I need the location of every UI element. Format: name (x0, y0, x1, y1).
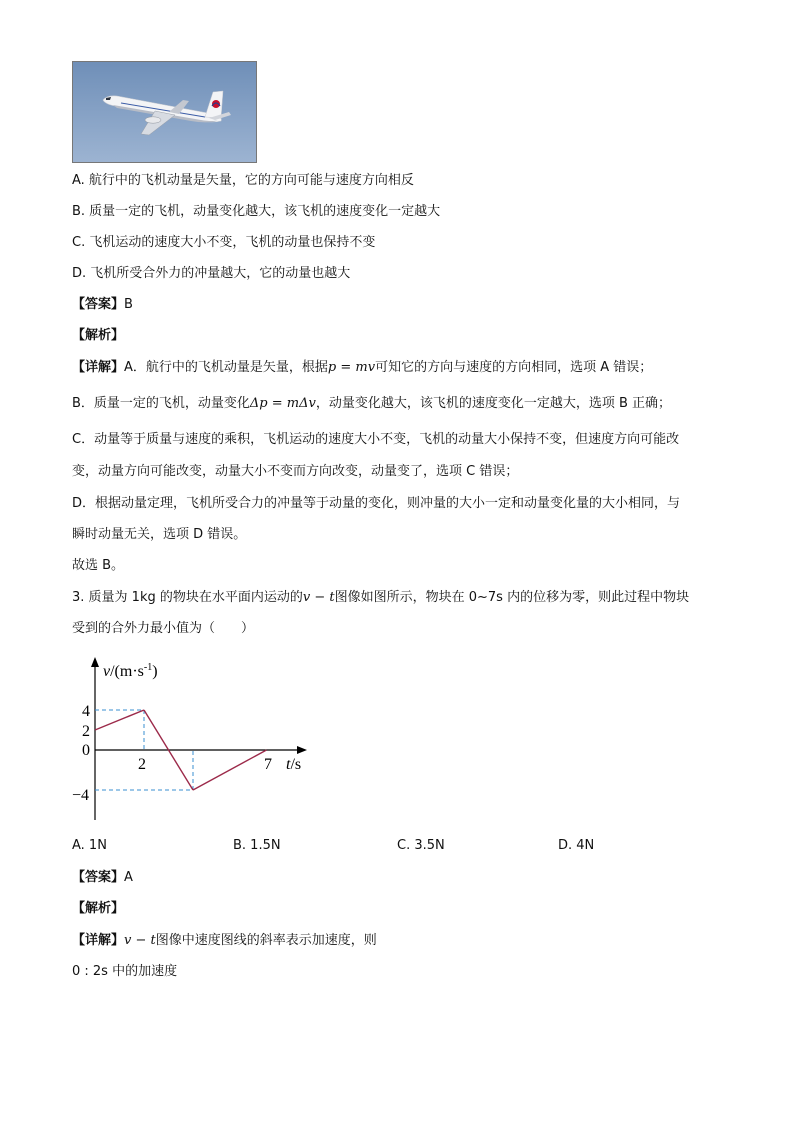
y-axis-arrow (91, 657, 99, 667)
q3-answer-tag: 【答案】 (72, 870, 125, 885)
y-tick-neg4: −4 (72, 787, 90, 804)
q3-stem1-pre: 3. 质量为 1kg 的物块在水平面内运动的 (72, 590, 303, 605)
q2-option-a: A. 航行中的飞机动量是矢量，它的方向可能与速度方向相反 (72, 173, 414, 188)
q2-detail-c1: C．动量等于质量与速度的乘积，飞机运动的速度大小不变，飞机的动量大小保持不变，但速度方向可能改 (72, 432, 680, 447)
q3-stem-line2: 受到的合外力最小值为（ ） (72, 621, 255, 636)
q3-stem1-post: 图像如图所示，物块在 0~7s 内的位移为零，则此过程中物块 (334, 590, 690, 605)
y-tick-0: 0 (82, 742, 90, 759)
q2-detail-d2: 瞬时动量无关，选项 D 错误。 (72, 527, 247, 542)
q2-conclusion: 故选 B。 (72, 558, 125, 573)
q3-detail-tag: 【详解】 (72, 933, 125, 948)
q2-detail-b (72, 395, 671, 413)
q2-detail-a-post: 可知它的方向与速度的方向相同，选项 A 错误； (375, 360, 653, 375)
q2-option-d: D. 飞机所受合外力的冲量越大，它的动量也越大 (72, 266, 351, 281)
q2-detail-b-post: ，动量变化越大，该飞机的速度变化一定越大，选项 B 正确； (315, 396, 672, 411)
airplane-photo (72, 61, 257, 163)
velocity-segment-1 (95, 710, 144, 730)
q2-detail-b-formula: Δp = mΔv (249, 396, 316, 411)
q2-answer-tag: 【答案】 (72, 297, 125, 312)
q3-option-b: B. 1.5N (233, 838, 281, 853)
q2-detail-a-pre: A．航行中的飞机动量是矢量，根据 (124, 360, 328, 375)
q2-analysis-tag: 【解析】 (72, 328, 125, 343)
q3-detail-formula: v − t (124, 933, 156, 948)
airplane-image (73, 62, 257, 163)
q2-option-c: C. 飞机运动的速度大小不变，飞机的动量也保持不变 (72, 235, 376, 250)
y-axis-label: $v/(m\cdot s^{-1})$ (103, 662, 158, 680)
q3-detail (72, 932, 377, 950)
q2-detail-tag: 【详解】 (72, 360, 125, 375)
q2-detail-b-pre: B．质量一定的飞机，动量变化 (72, 396, 250, 411)
q3-option-c: C. 3.5N (397, 838, 445, 853)
y-tick-4: 4 (82, 703, 90, 720)
x-axis-label: t/s (286, 756, 302, 773)
x-axis-arrow (297, 746, 307, 754)
q2-detail-a (72, 359, 652, 377)
x-tick-7: 7 (264, 756, 272, 773)
q2-detail-d1: D．根据动量定理，飞机所受合力的冲量等于动量的变化，则冲量的大小一定和动量变化量的大小相同，与 (72, 496, 681, 511)
q3-answer-value: A (124, 870, 133, 885)
q3-option-d: D. 4N (558, 838, 595, 853)
velocity-segment-3 (193, 750, 267, 790)
q2-option-b: B. 质量一定的飞机，动量变化越大，该飞机的速度变化一定越大 (72, 204, 441, 219)
q3-answer-line (72, 869, 133, 887)
q3-detail-post: 图像中速度图线的斜率表示加速度，则 (155, 933, 377, 948)
q3-analysis-tag: 【解析】 (72, 901, 125, 916)
q3-option-a: A. 1N (72, 838, 107, 853)
q2-detail-a-formula: p = mv (327, 360, 376, 375)
x-tick-2: 2 (138, 756, 146, 773)
y-tick-2: 2 (82, 723, 90, 740)
q3-stem-line1 (72, 589, 689, 607)
q2-answer-value: B (124, 297, 133, 312)
q2-detail-c2: 变，动量方向可能改变，动量大小不变而方向改变，动量变了，选项 C 错误； (72, 464, 519, 479)
q2-answer-line (72, 296, 133, 314)
q3-accel-line: 0 : 2s 中的加速度 (72, 964, 178, 979)
vt-graph (70, 655, 320, 825)
q3-stem1-formula: v − t (302, 590, 335, 605)
